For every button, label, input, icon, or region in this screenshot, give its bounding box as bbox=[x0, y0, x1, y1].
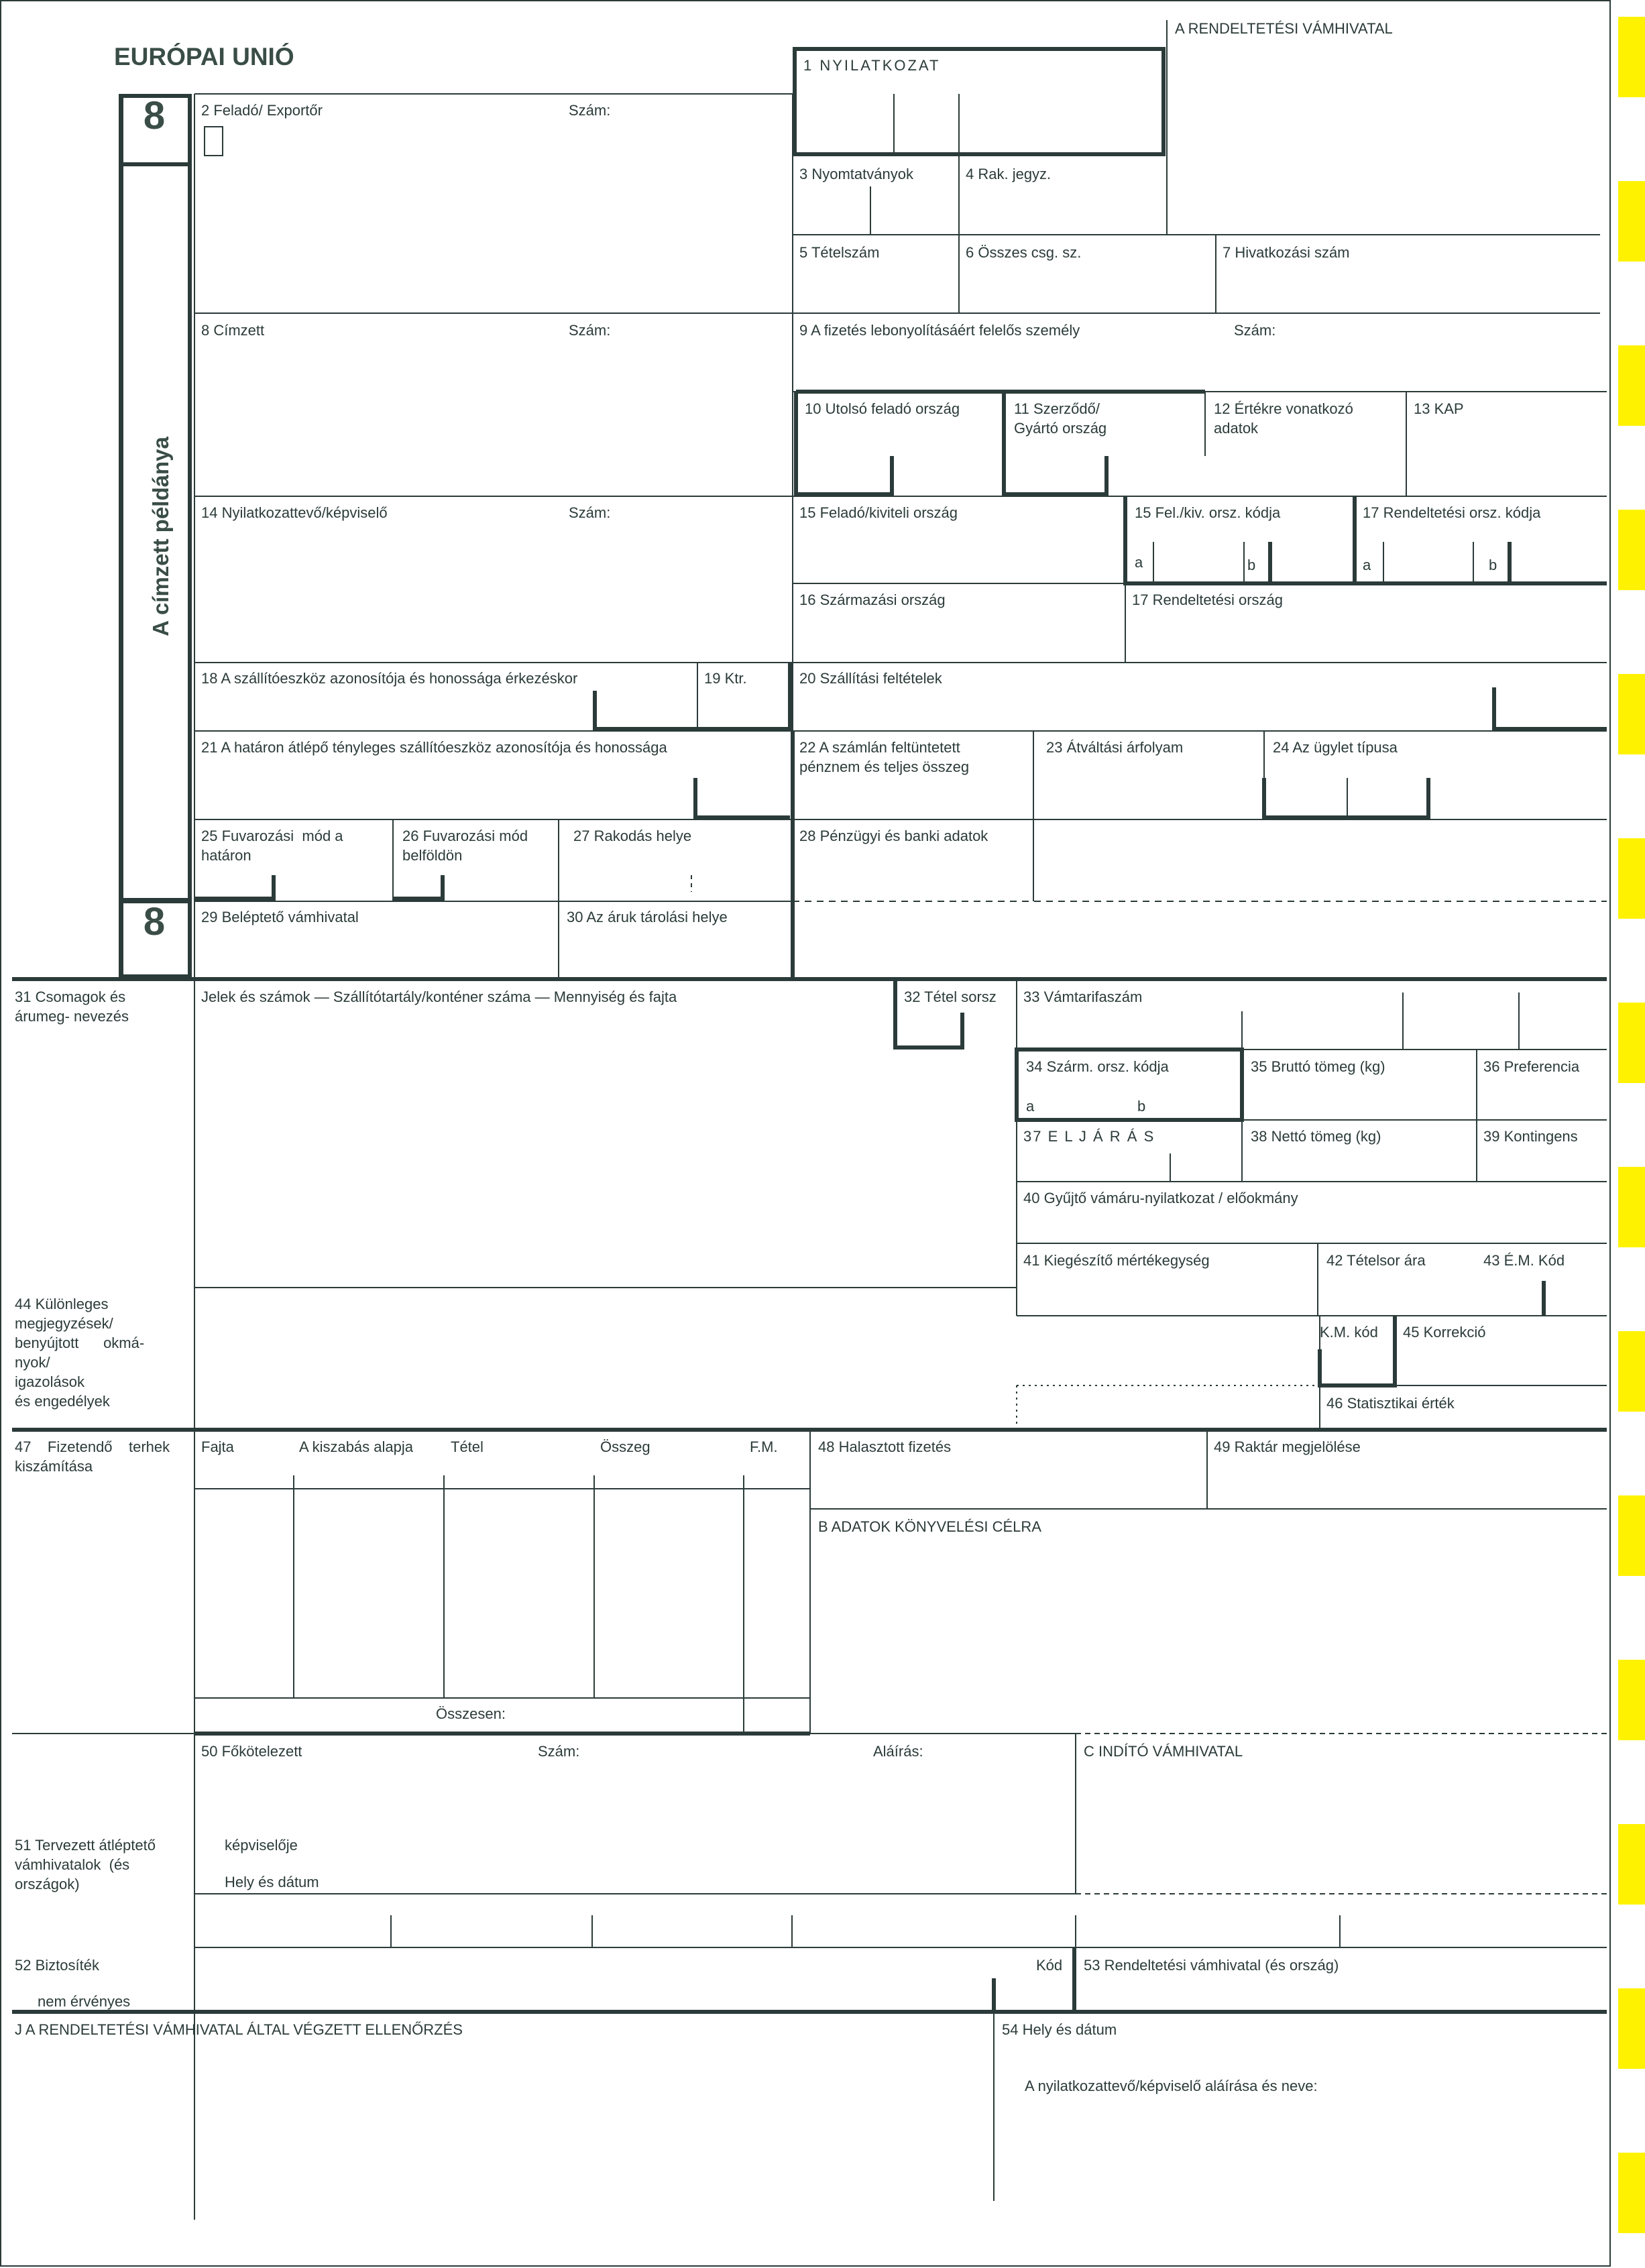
margin-mark bbox=[1618, 838, 1645, 919]
field-50-number: Szám: bbox=[538, 1743, 580, 1760]
field-52-code: Kód bbox=[1036, 1957, 1063, 1974]
field-15-a: a bbox=[1135, 554, 1143, 571]
field-23: 23 Átváltási árfolyam bbox=[1046, 739, 1184, 756]
field-54: 54 Hely és dátum bbox=[1002, 2021, 1117, 2038]
field-47-type: Fajta bbox=[201, 1438, 234, 1455]
field-24: 24 Az ügylet típusa bbox=[1273, 739, 1398, 756]
field-21: 21 A határon átlépő tényleges szállítóeszköz azonosítója és honossága bbox=[201, 739, 667, 756]
margin-mark bbox=[1618, 674, 1645, 754]
field-29: 29 Beléptető vámhivatal bbox=[201, 909, 359, 925]
copy-number-top: 8 bbox=[143, 94, 166, 137]
field-47-fm: F.M. bbox=[750, 1438, 778, 1455]
field-47-basis: A kiszabás alapja bbox=[299, 1438, 413, 1455]
field-6: 6 Összes csg. sz. bbox=[966, 244, 1082, 261]
field-42: 42 Tételsor ára bbox=[1326, 1252, 1426, 1269]
field-C: C INDÍTÓ VÁMHIVATAL bbox=[1084, 1743, 1243, 1760]
field-34: 34 Szárm. orsz. kódja bbox=[1026, 1058, 1169, 1075]
field-22: 22 A számlán feltüntetett pénznem és teljes összeg bbox=[799, 739, 970, 775]
field-38: 38 Nettó tömeg (kg) bbox=[1251, 1128, 1381, 1145]
field-15: 15 Feladó/kiviteli ország bbox=[799, 504, 958, 521]
field-10: 10 Utolsó feladó ország bbox=[805, 400, 960, 417]
copy-label: A címzett példánya bbox=[148, 437, 173, 636]
field-31-subtitle: Jelek és számok — Szállítótartály/konténer száma — Mennyiség és fajta bbox=[201, 988, 677, 1005]
field-54-signature: A nyilatkozattevő/képviselő aláírása és neve: bbox=[1025, 2078, 1318, 2094]
field-45: 45 Korrekció bbox=[1403, 1324, 1486, 1341]
field-2-number: Szám: bbox=[569, 102, 611, 119]
field-5: 5 Tételszám bbox=[799, 244, 880, 261]
field-43: 43 É.M. Kód bbox=[1483, 1252, 1565, 1269]
field-7: 7 Hivatkozási szám bbox=[1223, 244, 1350, 261]
field-20: 20 Szállítási feltételek bbox=[799, 670, 942, 687]
field-17-code: 17 Rendeltetési orsz. kódja bbox=[1363, 504, 1541, 521]
margin-mark bbox=[1618, 181, 1645, 262]
field-34-b: b bbox=[1137, 1098, 1146, 1115]
field-28: 28 Pénzügyi és banki adatok bbox=[799, 828, 988, 844]
field-15-b: b bbox=[1247, 557, 1256, 573]
field-30: 30 Az áruk tárolási helye bbox=[567, 909, 728, 925]
margin-mark bbox=[1618, 1331, 1645, 1412]
field-3: 3 Nyomtatványok bbox=[799, 166, 913, 182]
field-15-code: 15 Fel./kiv. orsz. kódja bbox=[1135, 504, 1281, 521]
field-47-rate: Tétel bbox=[451, 1438, 484, 1455]
field-51: 51 Tervezett átléptető vámhivatalok (és országok) bbox=[15, 1837, 156, 1892]
field-53: 53 Rendeltetési vámhivatal (és ország) bbox=[1084, 1957, 1339, 1974]
field-1: 1 NYILATKOZAT bbox=[803, 57, 941, 74]
field-35: 35 Bruttó tömeg (kg) bbox=[1251, 1058, 1385, 1075]
field-J: J A RENDELTETÉSI VÁMHIVATAL ÁLTAL VÉGZETT ELLENŐRZÉS bbox=[15, 2021, 463, 2038]
field-km-code: K.M. kód bbox=[1320, 1324, 1378, 1341]
margin-mark bbox=[1618, 1824, 1645, 1905]
margin-mark bbox=[1618, 510, 1645, 590]
field-12: 12 Értékre vonatkozó adatok bbox=[1214, 400, 1353, 437]
margin-mark bbox=[1618, 345, 1645, 426]
field-40: 40 Gyűjtő vámáru-nyilatkozat / előokmány bbox=[1023, 1190, 1298, 1206]
field-16: 16 Származási ország bbox=[799, 591, 946, 608]
field-8: 8 Címzett bbox=[201, 322, 265, 339]
field-19: 19 Ktr. bbox=[704, 670, 747, 687]
field-31: 31 Csomagok és árumeg- nevezés bbox=[15, 988, 129, 1025]
field-34-a: a bbox=[1026, 1098, 1035, 1115]
field-25: 25 Fuvarozási mód a határon bbox=[201, 828, 343, 864]
exporter-checkbox[interactable] bbox=[204, 126, 223, 156]
field-11: 11 Szerződő/ Gyártó ország bbox=[1014, 400, 1107, 437]
field-17-b: b bbox=[1489, 557, 1497, 573]
field-14-number: Szám: bbox=[569, 504, 611, 521]
margin-mark bbox=[1618, 17, 1645, 97]
field-27: 27 Rakodás helye bbox=[573, 828, 692, 844]
margin-mark bbox=[1618, 2153, 1645, 2233]
field-41: 41 Kiegészítő mértékegység bbox=[1023, 1252, 1210, 1269]
field-44: 44 Különleges megjegyzések/ benyújtott okmá- nyok/ igazolások és engedélyek bbox=[15, 1296, 145, 1410]
margin-mark bbox=[1618, 1495, 1645, 1576]
field-A: A RENDELTETÉSI VÁMHIVATAL bbox=[1175, 20, 1393, 37]
field-52-not-valid: nem érvényes bbox=[38, 1993, 131, 2010]
field-47-amount: Összeg bbox=[600, 1438, 650, 1455]
field-9-number: Szám: bbox=[1234, 322, 1276, 339]
field-9: 9 A fizetés lebonyolításáért felelős személy bbox=[799, 322, 1080, 339]
field-4: 4 Rak. jegyz. bbox=[966, 166, 1052, 182]
field-47-total: Összesen: bbox=[436, 1705, 506, 1722]
field-52: 52 Biztosíték bbox=[15, 1957, 99, 1974]
field-49: 49 Raktár megjelölése bbox=[1214, 1438, 1361, 1455]
field-17-a: a bbox=[1363, 557, 1371, 573]
field-47: 47 Fizetendő terhek kiszámítása bbox=[15, 1438, 170, 1475]
copy-number-bottom: 8 bbox=[143, 900, 166, 944]
field-48: 48 Halasztott fizetés bbox=[818, 1438, 952, 1455]
field-50-signature: Aláírás: bbox=[873, 1743, 923, 1760]
field-2: 2 Feladó/ Exportőr bbox=[201, 102, 323, 119]
field-50: 50 Főkötelezett bbox=[201, 1743, 302, 1760]
field-18: 18 A szállítóeszköz azonosítója és honossága érkezéskor bbox=[201, 670, 578, 687]
field-46: 46 Statisztikai érték bbox=[1326, 1395, 1455, 1412]
field-B: B ADATOK KÖNYVELÉSI CÉLRA bbox=[818, 1518, 1041, 1535]
field-37: 37 E L J Á R Á S bbox=[1023, 1128, 1155, 1145]
margin-mark bbox=[1618, 1167, 1645, 1247]
field-50-representative: képviselője bbox=[225, 1837, 298, 1854]
margin-mark bbox=[1618, 1003, 1645, 1083]
field-13: 13 KAP bbox=[1414, 400, 1464, 417]
field-36: 36 Preferencia bbox=[1483, 1058, 1580, 1075]
field-33: 33 Vámtarifaszám bbox=[1023, 988, 1143, 1005]
field-39: 39 Kontingens bbox=[1483, 1128, 1578, 1145]
margin-mark bbox=[1618, 1988, 1645, 2069]
form-title: EURÓPAI UNIÓ bbox=[114, 43, 294, 70]
field-50-place-date: Hely és dátum bbox=[225, 1874, 319, 1890]
field-26: 26 Fuvarozási mód belföldön bbox=[402, 828, 528, 864]
margin-mark bbox=[1618, 1660, 1645, 1740]
field-14: 14 Nyilatkozattevő/képviselő bbox=[201, 504, 388, 521]
field-17: 17 Rendeltetési ország bbox=[1132, 591, 1284, 608]
field-32: 32 Tétel sorsz bbox=[904, 988, 997, 1005]
field-8-number: Szám: bbox=[569, 322, 611, 339]
